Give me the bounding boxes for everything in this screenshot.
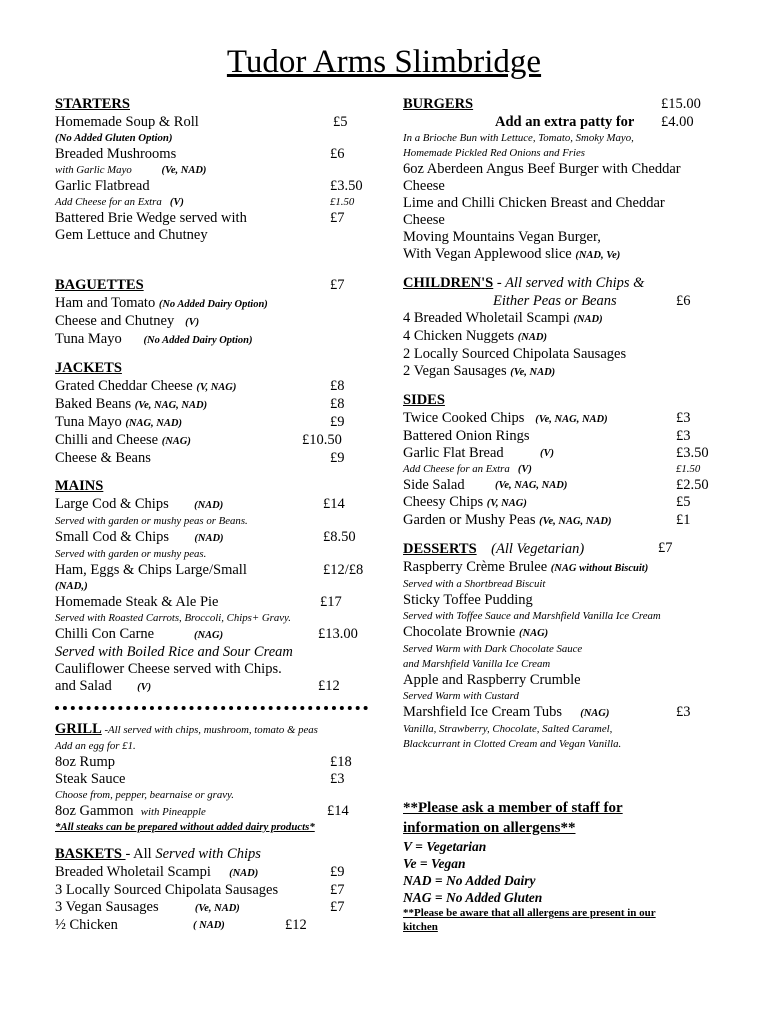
item-note: Served Warm with Dark Chocolate Sauce [403,643,583,655]
item-note: Served with garden or mushy peas or Beans. [55,515,248,527]
right-column [403,95,713,934]
menu-item: 4 Breaded Wholetail Scampi (NAD) [403,310,603,326]
menu-item: Marshfield Ice Cream Tubs (NAG) £3 [403,704,691,720]
menu-item: Baked Beans (Ve, NAG, NAD) £8 [55,396,345,412]
menu-item: Served with Boiled Rice and Sour Cream [55,644,293,660]
legend-item: NAG = No Added Gluten [403,890,543,905]
menu-item: ½ Chicken ( NAD) £12 [55,917,307,933]
menu-item: Steak Sauce £3 [55,771,345,787]
childrens-subheading: Either Peas or Beans £6 [493,293,691,309]
menu-item: 8oz Rump £18 [55,754,352,770]
item-note: Served with a Shortbread Biscuit [403,578,546,590]
item-note: In a Brioche Bun with Lettuce, Tomato, Smoky Mayo, [403,132,634,144]
menu-item: Breaded Mushrooms £6 [55,146,345,162]
menu-item: 6oz Aberdeen Angus Beef Burger with Cheddar [403,161,681,177]
menu-item: Cheese [403,212,445,228]
jackets-heading: JACKETS [55,360,122,376]
item-note: (NAD,) [55,580,88,592]
item-note: Blackcurrant in Clotted Cream and Vegan Vanilla. [403,738,622,750]
menu-item: Grated Cheddar Cheese (V, NAG) £8 [55,378,345,394]
item-note: (No Added Gluten Option) [55,132,173,144]
menu-item: Sticky Toffee Pudding [403,592,533,608]
left-column [55,95,370,934]
menu-item: Cheese & Beans £9 [55,450,345,466]
item-note: Served with Toffee Sauce and Marshfield Vanilla Ice Cream [403,610,661,622]
menu-item: 4 Chicken Nuggets (NAD) [403,328,547,344]
menu-item: Side Salad (Ve, NAG, NAD) £2.50 [403,477,709,493]
menu-item: Homemade Steak & Ale Pie £17 [55,594,342,610]
item-note: Add Cheese for an Extra (V) £1.50 [55,196,355,208]
starters-heading: STARTERS [55,96,130,112]
item-note: Choose from, pepper, bearnaise or gravy. [55,789,234,801]
item-note: Served with Roasted Carrots, Broccoli, Chips+ Gravy. [55,612,291,624]
legend-item: NAD = No Added Dairy [403,873,536,888]
menu-item: Cheese [403,178,445,194]
item-note: Add an egg for £1. [55,740,136,752]
menu-item: and Salad (V) £12 [55,678,340,694]
burgers-heading: BURGERS £15.00 [403,96,701,112]
item-note: *All steaks can be prepared without added dairy products* [55,821,315,833]
item-note: Served with garden or mushy peas. [55,548,207,560]
menu-item: Cheese and Chutney (V) [55,313,200,329]
item-note: Vanilla, Strawberry, Chocolate, Salted Caramel, [403,723,613,735]
menu-item: 8oz Gammon with Pineapple £14 [55,803,349,819]
menu-item: Chocolate Brownie (NAG) [403,624,549,640]
menu-item: Lime and Chilli Chicken Breast and Cheddar [403,195,665,211]
page-title: Tudor Arms Slimbridge [226,44,542,80]
menu-item: Garden or Mushy Peas (Ve, NAG, NAD) £1 [403,512,691,528]
menu-item: With Vegan Applewood slice (NAD, Ve) [403,246,621,262]
menu-item: Garlic Flat Bread (V) £3.50 [403,445,709,461]
menu-item: Breaded Wholetail Scampi (NAD) £9 [55,864,345,880]
extra-patty: Add an extra patty for £4.00 [495,114,694,130]
allergen-notice: information on allergens** [403,820,576,836]
item-note: and Marshfield Vanilla Ice Cream [403,658,551,670]
menu-item: Apple and Raspberry Crumble [403,672,581,688]
allergen-disclaimer: kitchen [403,921,438,933]
menu-item: 2 Locally Sourced Chipolata Sausages [403,346,627,362]
menu-item: Chilli Con Carne (NAG) £13.00 [55,626,358,642]
menu-item: Large Cod & Chips (NAD) £14 [55,496,345,512]
mains-heading: MAINS [55,478,104,494]
menu-item: Cheesy Chips (V, NAG) £5 [403,494,691,510]
baskets-heading: BASKETS - All Served with Chips [55,846,261,862]
menu-item: Small Cod & Chips (NAD) £8.50 [55,529,356,545]
sides-heading: SIDES [403,392,445,408]
menu-item: Moving Mountains Vegan Burger, [403,229,601,245]
menu-item: Homemade Soup & Roll £5 [55,114,348,130]
legend-item: Ve = Vegan [403,856,466,871]
menu-item: Cauliflower Cheese served with Chips. [55,661,282,677]
menu-item: Twice Cooked Chips (Ve, NAG, NAD) £3 [403,410,691,426]
menu-item: Battered Brie Wedge served with £7 [55,210,345,226]
menu-item: Gem Lettuce and Chutney [55,227,208,243]
menu-item: Tuna Mayo (No Added Dairy Option) [55,331,253,347]
childrens-heading: CHILDREN'S - All served with Chips & [403,275,645,291]
item-note: Served Warm with Custard [403,690,519,702]
allergen-disclaimer: **Please be aware that all allergens are present in our [403,907,656,919]
desserts-heading: DESSERTS (All Vegetarian) £7 [403,540,673,557]
allergen-notice: **Please ask a member of staff for [403,800,623,816]
menu-item: Chilli and Cheese (NAG) £10.50 [55,432,342,448]
menu-item: 3 Locally Sourced Chipolata Sausages £7 [55,882,345,898]
menu-item: 2 Vegan Sausages (Ve, NAD) [403,363,556,379]
item-note: with Garlic Mayo (Ve, NAD) [55,164,207,176]
item-note: Homemade Pickled Red Onions and Fries [403,147,586,159]
menu-item: Garlic Flatbread £3.50 [55,178,363,194]
menu-item: Raspberry Crème Brulee (NAG without Biscuit) [403,559,649,575]
baguettes-heading: BAGUETTES £7 [55,277,345,293]
menu-item: 3 Vegan Sausages (Ve, NAD) £7 [55,899,345,915]
item-note: Add Cheese for an Extra (V) £1.50 [403,463,701,475]
section-divider [55,706,368,710]
menu-item: Ham, Eggs & Chips Large/Small £12/£8 [55,562,364,578]
legend-item: V = Vegetarian [403,839,487,854]
menu-item: Battered Onion Rings £3 [403,428,691,444]
grill-heading: GRILL -All served with chips, mushroom, tomato & peas [55,721,318,737]
menu-item: Ham and Tomato (No Added Dairy Option) [55,295,268,311]
menu-item: Tuna Mayo (NAG, NAD) £9 [55,414,345,430]
